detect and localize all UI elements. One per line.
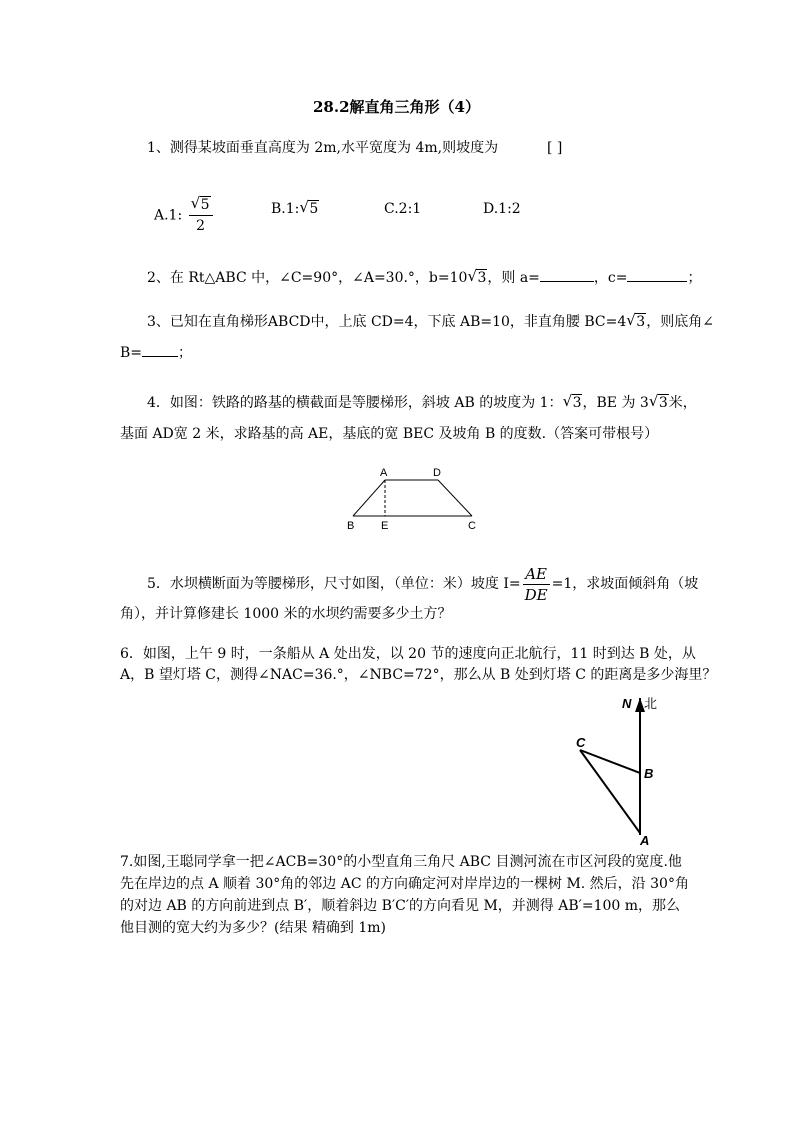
q4-side-ab: [353, 480, 385, 516]
q7-line-1: 7.如图,王聪同学拿一把∠ACB=30°的小型直角三角尺 ABC 目测河流在市区河段的宽度.他: [120, 854, 682, 870]
q1-option-b: B.1: √ 5: [271, 198, 319, 217]
q2-radicand: 3: [477, 270, 487, 286]
q5-fraction: [523, 564, 550, 605]
q5-text-2: =1，求坡面倾斜角（坡: [551, 576, 699, 592]
q2-blank-a: [540, 281, 594, 282]
q1-option-a: [154, 195, 215, 236]
q1-option-b-prefix: B.1:: [271, 201, 300, 217]
q1-bracket: [ ]: [547, 140, 563, 156]
q2-text-4: ；: [687, 270, 702, 286]
q7-line-3: 的对边 AB 的方向前进到点 B′，顺着斜边 B′C′的方向看见 M，并测得 AB′=100 m，那么: [120, 898, 681, 914]
q3-line-2: [120, 343, 192, 363]
q5-text-1: 5．水坝横断面为等腰梯形，尺寸如图，（单位：米）坡度 I=: [147, 576, 521, 592]
q3-text-3: B=: [120, 345, 143, 361]
q4-trapezoid-figure: [335, 462, 495, 534]
q4-radicand-1: 3: [572, 395, 582, 411]
q1-option-a-prefix: A.1:: [154, 207, 183, 224]
q6-label-b: B: [644, 766, 654, 781]
q2-text-1: 2、在 Rt△ABC 中，∠C=90°，∠A=30.°，b=10: [147, 270, 468, 286]
q6-label-n: N: [622, 696, 632, 711]
q1-option-a-radicand: 5: [200, 197, 210, 213]
q7-line-4: 他目测的宽大约为多少？(结果 精确到 1m): [120, 920, 387, 936]
q6-label-c: C: [576, 735, 586, 750]
q4-label-a: A: [380, 467, 388, 479]
q5-numerator: AE: [523, 564, 550, 585]
q2-line: 2、在 Rt△ABC 中，∠C=90°，∠A=30.°，b=10 √ 3，则 a= ，c= ；: [147, 267, 702, 286]
page-title: 28.2解直角三角形（4）: [313, 98, 480, 116]
q1-stem: 1、测得某坡面垂直高度为 2m,水平宽度为 4m,则坡度为: [147, 140, 499, 156]
q6-label-north: 北: [644, 696, 658, 711]
q6-label-a: A: [640, 833, 650, 848]
q6-line-2: A，B 望灯塔 C，测得∠NAC=36.°，∠NBC=72°，那么从 B 处到灯塔 C 的距离是多少海里？: [120, 667, 717, 683]
q5-line-1: [147, 560, 698, 608]
q1-option-a-fraction: √ 5 2: [189, 195, 213, 236]
q2-text-2: ，则 a=: [487, 270, 540, 286]
q3-blank: [142, 356, 178, 357]
q5-denominator: DE: [524, 585, 548, 604]
q3-text-2: ，则底角∠: [646, 314, 714, 330]
q4-text-3: 米，: [668, 395, 697, 411]
q6-line-1: 6．如图，上午 9 时，一条船从 A 处出发，以 20 节的速度向正北航行，11 时到达 B 处，从: [120, 646, 696, 662]
q4-text-1: 4．如图：铁路的路基的横截面是等腰梯形，斜坡 AB 的坡度为 1：: [147, 395, 563, 411]
q1-option-c: C.2:1: [384, 201, 422, 217]
q5-line-2: 角），并计算修建长 1000 米的水坝约需要多少土方？: [120, 606, 452, 622]
q1-option-b-radicand: 5: [309, 201, 319, 217]
q2-text-3: ，c=: [593, 270, 628, 286]
q1-option-d: D.1:2: [483, 201, 521, 217]
q3-text-1: 3、已知在直角梯形ABCD中，上底 CD=4，下底 AB=10，非直角腰 BC=4: [147, 314, 627, 330]
q4-label-d: D: [433, 467, 441, 479]
q3-text-4: ；: [178, 345, 193, 361]
q6-ship-figure: [570, 690, 680, 850]
q3-radicand: 3: [636, 314, 646, 330]
q7-line-2: 先在岸边的点 A 顺着 30°角的邻边 AC 的方向确定河对岸岸边的一棵树 M. 然后，沿 30°角: [120, 876, 689, 892]
q4-line-1: 4．如图：铁路的路基的横截面是等腰梯形，斜坡 AB 的坡度为 1： √ 3，BE 为 3 √ 3米，: [147, 392, 697, 411]
q4-line-2: 基面 AD宽 2 米，求路基的高 AE，基底的宽 BEC 及坡角 B 的度数.（答案可带根号）: [120, 426, 659, 442]
q1-option-a-denominator: 2: [196, 218, 206, 234]
q2-blank-c: [627, 281, 687, 282]
q4-text-2: ，BE 为 3: [582, 395, 649, 411]
q4-label-e: E: [381, 520, 389, 532]
q4-radicand-2: 3: [658, 395, 668, 411]
q3-line-1: 3、已知在直角梯形ABCD中，上底 CD=4，下底 AB=10，非直角腰 BC=4 √ 3，则底角∠: [147, 311, 714, 330]
q4-label-b: B: [347, 520, 355, 532]
q4-label-c: C: [468, 520, 476, 532]
q4-side-dc: [438, 480, 472, 516]
